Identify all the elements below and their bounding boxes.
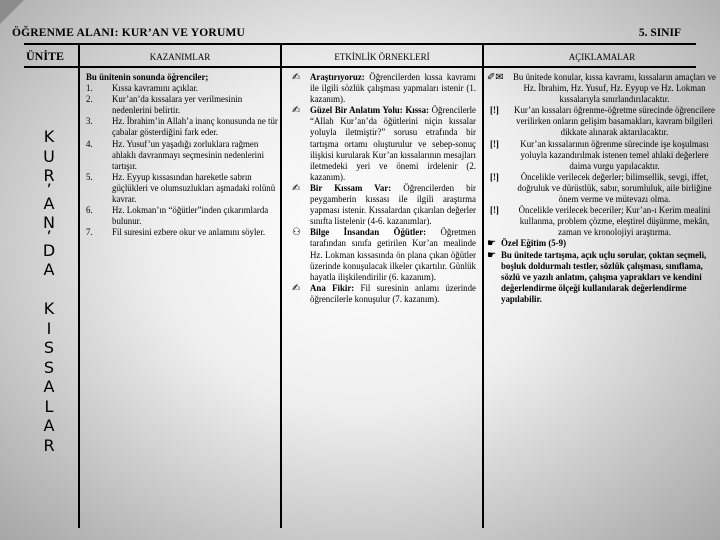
- explanation-item: [487, 105, 716, 138]
- objective-item: [86, 172, 278, 205]
- activity-title: Bir Kıssam Var:: [310, 182, 392, 193]
- unit-letter: ’: [46, 179, 52, 199]
- objective-item: [86, 139, 278, 172]
- explanation-item: [487, 250, 716, 305]
- writing-hand-icon: ✍: [292, 182, 301, 194]
- group-icon: ⚇: [292, 227, 301, 239]
- objective-number: 1.: [86, 83, 93, 94]
- objective-number: 4.: [86, 138, 93, 149]
- objective-text: Fil suresini ezbere okur ve anlamını söyler.: [112, 227, 266, 238]
- activities-column: [292, 72, 476, 305]
- explanation-item: [487, 139, 716, 172]
- warning-mark-icon: [!]: [490, 105, 499, 116]
- explanation-text: Bu ünitede tartışma, açık uçlu sorular, çoktan seçmeli, boşluk doldurmalı testler, sözlük çalışması, sınıflama, sözlü ve yazılı anlatım, çalışma yaprakları ve kendini değerlendirme ölçeği kullanılarak değerlendirme yapılabilir.: [501, 249, 707, 304]
- activity-item: [292, 72, 476, 105]
- activity-item: [292, 183, 476, 227]
- activity-text: Öğrencilerden kıssa kavramı ile ilgili sözlük çalışması yapmaları istenir (1. kazanım).: [310, 72, 476, 105]
- unit-letter: N: [43, 213, 55, 232]
- activity-title: Güzel Bir Anlatım Yolu: Kıssa:: [310, 105, 430, 116]
- unit-letter: L: [44, 396, 54, 416]
- column-divider: [78, 43, 80, 528]
- writing-hand-icon: ✍: [292, 282, 301, 294]
- unit-letter: A: [43, 377, 55, 396]
- activity-title: Bilge İnsandan Öğütler:: [310, 227, 427, 238]
- grade-label: 5. SINIF: [638, 27, 681, 39]
- unit-letter: K: [43, 127, 55, 146]
- column-divider: [482, 43, 484, 528]
- pencil-envelope-icon: ✐✉: [487, 72, 504, 83]
- activities-column-header: ETKİNLİK ÖRNEKLERİ: [334, 52, 430, 62]
- column-divider: [280, 43, 282, 528]
- unit-letter: A: [43, 193, 55, 213]
- activity-title: Ana Fikir:: [310, 282, 355, 293]
- objectives-column: [86, 72, 278, 238]
- objective-number: 7.: [86, 227, 93, 238]
- objective-number: 3.: [86, 116, 93, 127]
- unit-letter: S: [43, 338, 55, 357]
- objectives-column-header: KAZANIMLAR: [149, 52, 211, 62]
- explanations-column-header: AÇIKLAMALAR: [568, 52, 636, 62]
- explanation-text: Kur’an kıssalarının öğrenme sürecinde işe koşulması yoluyla kazandırılmak istenen temel ahlaki değerlere daima vurgu yapılacaktır.: [520, 138, 709, 171]
- objective-item: [86, 227, 278, 238]
- objective-text: Hz. Lokman’ın “öğütler”inden çıkarımlarda bulunur.: [112, 205, 269, 227]
- unit-letter: R: [43, 435, 55, 455]
- explanation-text: Öncelikle verilecek beceriler; Kur’an-ı Kerim mealini kullanma, problem çözme, eleştirel düşünme, mekân, zaman ve kronolojiyi araştırma.: [518, 205, 711, 238]
- explanation-item: [487, 205, 716, 238]
- objective-number: 2.: [86, 94, 93, 105]
- explanation-text: Öncelikle verilecek değerler; bilimsellik, sevgi, iffet, doğruluk ve dürüstlük, sabır, sorumluluk, aile birliğine önem verme ve mütevazı olma.: [517, 171, 712, 205]
- unit-column-header: ÜNİTE: [26, 49, 65, 63]
- objective-item: [86, 94, 278, 116]
- activity-item: [292, 283, 476, 305]
- warning-mark-icon: [!]: [490, 171, 499, 182]
- pointing-hand-icon: ☛: [487, 238, 496, 250]
- unit-letter: K: [43, 299, 55, 318]
- objective-text: Hz. Eyyup kıssasından hareketle sabrın güçlükleri ve olumsuzlukları aşmadaki rolünü kavrar.: [112, 171, 276, 205]
- unit-letter: A: [43, 260, 55, 279]
- warning-mark-icon: [!]: [490, 205, 499, 216]
- objective-number: 6.: [86, 205, 93, 216]
- objective-text: Kur’an’da kıssalara yer verilmesinin nedenlerini belirtir.: [112, 94, 243, 116]
- unit-letter: S: [43, 357, 55, 377]
- objective-text: Hz. İbrahim’in Allah’a inanç konusunda ne tür çabalar gösterdiğini fark eder.: [112, 116, 278, 138]
- explanations-column: [487, 72, 716, 305]
- corner-decoration: [0, 0, 32, 540]
- objective-item: [86, 205, 278, 227]
- unit-letter: ’: [46, 226, 52, 246]
- table-top-border: [24, 43, 696, 45]
- activity-text: Öğrencilerle “Allah Kur’an’da öğütlerini niçin kıssalar yoluyla iletmiştir?” sorusu etrafında bir tartışma ortamı oluşturulur ve sebep-sonuç ilişkisi kurularak Kur’an kıssalarının mesajları iletmedeki yeri ve önemi irdelenir (2. kazanım).: [310, 105, 476, 182]
- pointing-hand-icon: ☛: [487, 249, 496, 261]
- unit-letter: I: [46, 318, 52, 338]
- unit-name-vertical: [34, 127, 64, 455]
- writing-hand-icon: ✍: [292, 105, 301, 117]
- objectives-intro: Bu ünitenin sonunda öğrenciler;: [86, 72, 209, 82]
- activity-title: Araştırıyoruz:: [310, 72, 365, 82]
- objective-text: Hz. Yusuf’un yaşadığı zorluklara rağmen ahlaklı davranmayı seçmesinin nedenlerini tartışır.: [112, 138, 265, 171]
- objectives-list: [86, 83, 278, 238]
- unit-letter: U: [43, 146, 55, 166]
- explanation-item: [487, 238, 716, 249]
- explanation-text: Bu ünitede konular, kıssa kavramı, kıssaların amaçları ve Hz. İbrahim, Hz. Yusuf, Hz. Eyyup ve Hz. Lokman kıssalarıyla sınırlandırılacaktır.: [513, 72, 716, 105]
- explanation-text: Özel Eğitim (5-9): [501, 238, 567, 249]
- activity-text: Fil suresinin anlamı üzerinde öğrencilerle konuşulur (7. kazanım).: [310, 282, 476, 304]
- activity-item: [292, 105, 476, 183]
- explanation-item: [487, 172, 716, 205]
- objective-number: 5.: [86, 171, 93, 182]
- learning-area-title: ÖĞRENME ALANI: KUR’AN VE YORUMU: [12, 27, 246, 39]
- activity-text: Öğrencilerden bir peygamberin kıssası ile ilgili araştırma yapması istenir. Kıssalardan çıkarılan değerler sınıfta listelenir (4-6. kazanımlar).: [310, 182, 476, 227]
- explanation-text: Kur’an kıssaları öğrenme-öğretme sürecinde öğrencilere verilirken onların gelişim basamakları, kavram bilgileri dikkate alınarak aktarılacaktır.: [514, 105, 715, 138]
- objective-item: [86, 83, 278, 94]
- unit-letter: R: [43, 166, 55, 185]
- activity-text: Öğretmen tarafından sınıfa getirilen Kur’an mealinde Hz. Lokman kıssasında ön plana çıkan öğütler üzerinde konuşulacak ilkeler çıkartılır. Günlük hayatla ilişkilendirilir (6. kazanım).: [310, 227, 476, 282]
- warning-mark-icon: [!]: [490, 138, 499, 149]
- activity-item: [292, 227, 476, 282]
- writing-hand-icon: ✍: [292, 72, 301, 83]
- explanation-item: [487, 72, 716, 105]
- unit-letter: A: [43, 416, 55, 435]
- table-header-border: [24, 66, 696, 68]
- objective-item: [86, 116, 278, 138]
- unit-letter: [34, 280, 64, 300]
- unit-letter: D: [42, 240, 56, 260]
- objective-text: Kıssa kavramını açıklar.: [112, 83, 199, 94]
